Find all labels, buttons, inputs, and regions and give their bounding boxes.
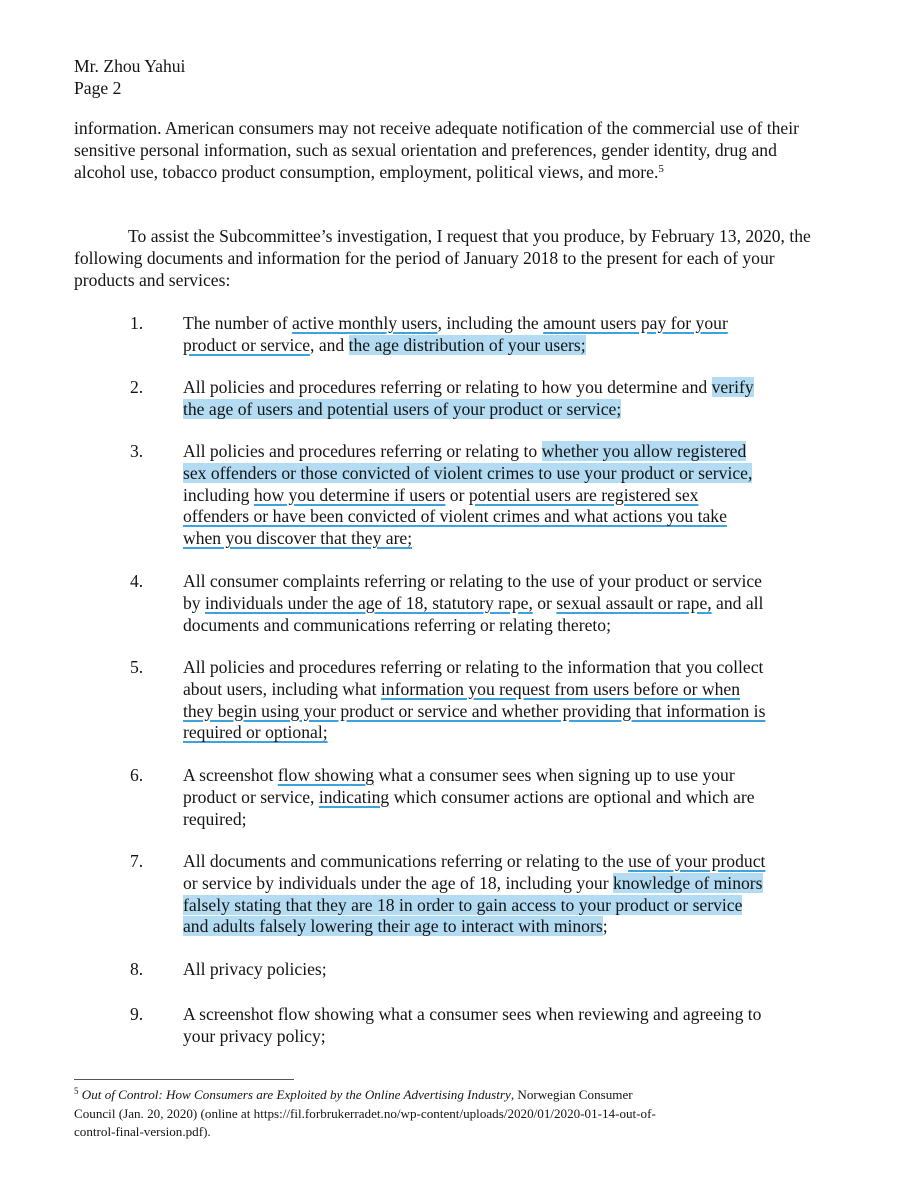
recipient-name: Mr. Zhou Yahui	[74, 56, 186, 76]
item-line: or service by individuals under the age of 18, including your knowledge of minors	[183, 872, 763, 893]
footnote-reference: 5	[658, 162, 664, 175]
item-line	[183, 528, 808, 550]
item-text	[183, 765, 808, 830]
request-paragraph: To assist the Subcommittee’s investigation, I request that you produce, by February 13, 2020, the following documents and information for the period of January 2018 to the present for each of your products and services:	[74, 226, 811, 290]
underline-mark: when you discover that they are;	[183, 528, 413, 549]
item-number: 1.	[130, 313, 144, 333]
underline-mark: use of your product	[628, 851, 766, 871]
item-line: about users, including what information you request from users before or when	[183, 678, 741, 699]
item-line: All policies and procedures referring or relating to how you determine and verify	[183, 377, 754, 397]
item-text	[183, 377, 808, 421]
underline-mark: potential users are registered sex	[468, 484, 699, 505]
highlight-mark: whether you allow registered	[541, 441, 747, 461]
letter-header	[74, 55, 185, 99]
item-number: 4.	[130, 571, 144, 591]
item-line: required;	[183, 808, 247, 829]
underline-mark: required or optional;	[183, 722, 328, 743]
underline-mark: product or service	[183, 334, 311, 355]
footnote-line: Council (Jan. 20, 2020) (online at https://fil.forbrukerradet.no/wp-content/uploads/2020/01/2020-01-14-out-of-	[74, 1105, 656, 1121]
item-line: All consumer complaints referring or relating to the use of your product or service	[183, 571, 762, 591]
item-number: 5.	[130, 657, 144, 677]
highlight-mark: verify	[711, 377, 754, 397]
underline-mark: indicating	[318, 786, 390, 807]
item-line: documents and communications referring or relating thereto;	[183, 614, 611, 635]
item-number: 6.	[130, 765, 144, 785]
item-line	[183, 399, 808, 421]
item-number: 3.	[130, 441, 144, 461]
underline-mark: offenders or have been convicted of violent crimes and what actions you take	[183, 506, 727, 527]
item-line: product or service, and the age distribution of your users;	[183, 334, 586, 355]
intro-text: information. American consumers may not receive adequate notification of the commercial use of their sensitive personal information, such as sexual orientation and preferences, gender identity, drug and alcohol use, tobacco product consumption, employment, political views, and more.	[74, 118, 799, 182]
item-number: 9.	[130, 1004, 144, 1024]
item-text	[183, 313, 808, 357]
footnote-line	[74, 1086, 834, 1105]
footnote-text: , Norwegian Consumer	[510, 1087, 633, 1102]
footnote-line: control-final-version.pdf).	[74, 1124, 211, 1140]
highlight-mark: knowledge of minors	[612, 872, 763, 893]
underline-mark: how you determine if users	[253, 484, 446, 505]
item-line: All policies and procedures referring or relating to the information that you collect	[183, 657, 764, 677]
underline-mark: information you request from users before or when	[380, 678, 741, 699]
item-number: 8.	[130, 959, 144, 979]
item-line	[183, 895, 808, 917]
item-line	[183, 701, 808, 723]
item-text	[183, 851, 808, 938]
item-number: 2.	[130, 377, 144, 397]
item-line: The number of active monthly users, including the amount users pay for your	[183, 313, 728, 333]
item-line: All privacy policies;	[183, 959, 327, 979]
item-line	[183, 463, 808, 485]
highlight-mark: the age distribution of your users;	[348, 334, 586, 355]
item-line: by individuals under the age of 18, statutory rape, or sexual assault or rape, and all	[183, 592, 764, 613]
highlight-mark: sex offenders or those convicted of violent crimes to use your product or service,	[183, 462, 753, 483]
item-text	[183, 657, 808, 744]
highlight-mark: and adults falsely lowering their age to interact with minors	[183, 916, 603, 937]
item-line: All policies and procedures referring or relating to whether you allow registered	[183, 441, 747, 461]
item-line: All documents and communications referring or relating to the use of your product	[183, 851, 766, 871]
underline-mark: they begin using your product or service and whether providing that information is	[183, 700, 766, 721]
item-text	[183, 441, 808, 550]
item-line: A screenshot flow showing what a consumer sees when signing up to use your	[183, 765, 735, 785]
item-line	[183, 722, 808, 744]
item-text	[183, 571, 808, 636]
underline-mark: individuals under the age of 18, statutory rape,	[205, 592, 533, 613]
highlight-mark: the age of users and potential users of your product or service;	[183, 398, 622, 419]
underline-mark: active monthly users	[291, 313, 438, 333]
item-line: including how you determine if users or potential users are registered sex	[183, 484, 699, 505]
item-line: and adults falsely lowering their age to interact with minors;	[183, 916, 608, 937]
page-number: Page 2	[74, 78, 122, 98]
underline-mark: sexual assault or rape,	[556, 592, 712, 613]
underline-mark: flow showing	[277, 765, 375, 785]
item-line: A screenshot flow showing what a consumer sees when reviewing and agreeing to	[183, 1004, 762, 1024]
footnote-divider	[74, 1079, 294, 1080]
item-text	[183, 959, 808, 981]
intro-paragraph	[74, 118, 816, 183]
item-text	[183, 1004, 808, 1048]
underline-mark: amount users pay for your	[543, 313, 728, 333]
item-line: product or service, indicating which consumer actions are optional and which are	[183, 786, 755, 807]
item-line	[183, 506, 808, 528]
item-line: your privacy policy;	[183, 1025, 326, 1046]
footnote-title: Out of Control: How Consumers are Exploited by the Online Advertising Industry	[81, 1087, 511, 1102]
item-number: 7.	[130, 851, 144, 871]
footnote	[74, 1086, 834, 1142]
highlight-mark: falsely stating that they are 18 in order to gain access to your product or service	[183, 894, 743, 915]
footnote-number: 5	[74, 1086, 79, 1096]
